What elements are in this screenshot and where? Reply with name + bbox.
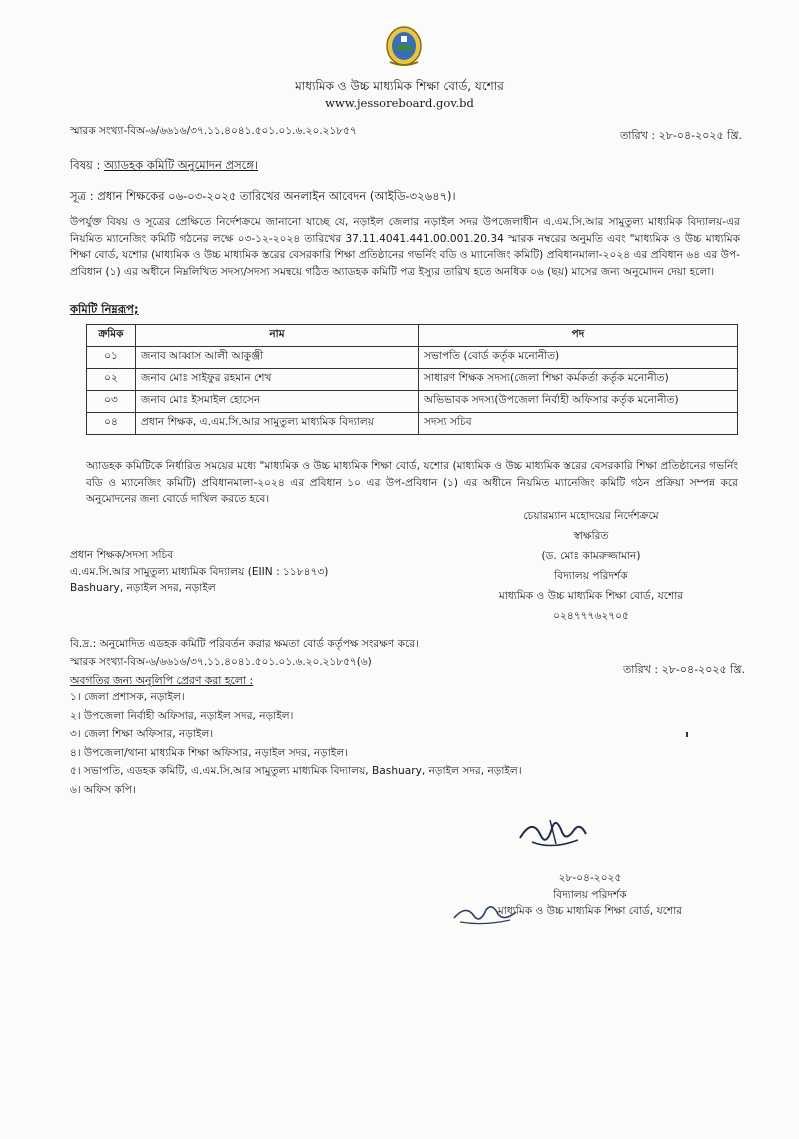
signatory-signed: স্বাক্ষরিত — [573, 530, 609, 542]
subject-label: বিষয় : — [70, 158, 101, 172]
bottom-signature-title: বিদ্যালয় পরিদর্শক — [553, 888, 627, 901]
row-name: প্রধান শিক্ষক, এ.এম.সি.আর সামুতুল্য মাধ্যমিক বিদ্যালয় — [136, 413, 419, 435]
row-name: জনাব মোঃ ইসমাইল হোসেন — [136, 391, 419, 413]
row-post: অভিভাবক সদস্য(উপজেলা নির্বাহী অফিসার কর্তৃক মনোনীত) — [419, 391, 738, 413]
board-website: www.jessoreboard.gov.bd — [325, 96, 474, 110]
recipient-block — [70, 547, 328, 597]
row-post: সদস্য সচিব — [419, 413, 738, 435]
board-name: মাধ্যমিক ও উচ্চ মাধ্যমিক শিক্ষা বোর্ড, যশোর — [295, 79, 504, 93]
header-post: পদ — [419, 325, 738, 347]
table-row — [87, 369, 738, 391]
list-item: ৬। অফিস কপি। — [70, 783, 136, 796]
signatory-name: (ড. মোঃ কামরুজ্জামান) — [541, 550, 641, 562]
row-serial: ০২ — [87, 369, 136, 391]
recipient-address: Bashuary, নড়াইল সদর, নড়াইল — [70, 582, 216, 595]
signatory-office: মাধ্যমিক ও উচ্চ মাধ্যমিক শিক্ষা বোর্ড, যশোর — [498, 590, 684, 602]
committee-title: কমিটি নিম্নরূপ; — [70, 302, 139, 316]
row-serial: ০৩ — [87, 391, 136, 413]
memo-reference: সূত্র : প্রধান শিক্ষকের ০৬-০৩-২০২৫ তারিখের অনলাইন আবেদন (আইডি-৩২৬৪৭)। — [70, 189, 456, 203]
table-row — [87, 391, 738, 413]
memo-date: তারিখ : ২৮-০৪-২০২৫ খ্রি. — [620, 129, 742, 142]
committee-table — [86, 324, 738, 435]
row-name: জনাব আব্বাস আলী আকুঞ্জী — [136, 347, 419, 369]
recipient-institution: এ.এম.সি.আর সামুতুল্য মাধ্যমিক বিদ্যালয় (EIIN : ১১৮৪৭৩) — [70, 565, 329, 578]
row-post: সাধারণ শিক্ষক সদস্য(জেলা শিক্ষা কর্মকর্তা কর্তৃক মনোনীত) — [419, 369, 738, 391]
table-row — [87, 413, 738, 435]
copy-list — [70, 688, 522, 799]
recipient-title: প্রধান শিক্ষক/সদস্য সচিব — [70, 549, 174, 561]
bottom-signature-office: মাধ্যমিক ও উচ্চ মাধ্যমিক শিক্ষা বোর্ড, যশোর — [497, 905, 683, 917]
copy-ref-number: স্মারক সংখ্যা-বিঅ-৬/৬৬১৬/৩৭.১১.৪০৪১.৫০১.০১.৬.২০.২১৮৫৭(৬) — [70, 656, 372, 668]
handwritten-signature-icon — [512, 808, 592, 858]
signatory-block — [466, 506, 716, 626]
memo-body: উপর্যুক্ত বিষয় ও সূত্রের প্রেক্ষিতে নির্দেশক্রমে জানানো যাচ্ছে যে, নড়াইল জেলার নড়াইল সদর উপজেলাধীন এ.এম.সি.আর সামুতুল্য মাধ্যমিক বিদ্যালয়-এর নিয়মিত ম্যানেজিং কমিটি গঠনের লক্ষে ০৩-১২-২০২৪ তারিখের 37.11.4041.441.00.001.20.34 স্মারক নম্বরের অনুমতি এবং "মাধ্যমিক ও উচ্চ মাধ্যমিক শিক্ষা বোর্ড, যশোর (মাধ্যমিক ও উচ্চ মাধ্যমিক স্তরের বেসরকারি শিক্ষা প্রতিষ্ঠানের গভর্নিং বডি ও ম্যানেজিং কমিটি) প্রবিধানমালা-২০২৪ এর প্রবিধান ৬৪ এর উপ-প্রবিধান (১) এর অধীনে নিম্নলিখিত সদস্য/সদস্য সমন্বয়ে গঠিত অ্যাডহক কমিটি পত্র ইস্যুর তারিখ হতে অনধিক ০৬ (ছয়) মাসের জন্য অনুমোদন দেয়া হলো। — [70, 216, 740, 278]
stray-mark — [686, 732, 688, 737]
memo-subject — [70, 157, 258, 176]
subject-text: অ্যাডহক কমিটি অনুমোদন প্রসঙ্গে। — [104, 158, 259, 172]
signatory-title: বিদ্যালয় পরিদর্শক — [554, 570, 628, 582]
list-item: ১। জেলা প্রশাসক, নড়াইল। — [70, 691, 185, 703]
memo-ref-number: স্মারক সংখ্যা-বিঅ-৬/৬৬১৬/৩৭.১১.৪০৪১.৫০১.০১.৬.২০.২১৮৫৭ — [70, 125, 357, 137]
signatory-phone: ০২৪৭৭৭৬২৭০৫ — [553, 610, 629, 622]
copy-date: তারিখ : ২৮-০৪-২০২৫ খ্রি. — [623, 663, 745, 676]
instruction-paragraph: অ্যাডহক কমিটিকে নির্ধারিত সময়ের মধ্যে "মাধ্যমিক ও উচ্চ মাধ্যমিক শিক্ষা বোর্ড, যশোর (মাধ্যমিক ও উচ্চ মাধ্যমিক স্তরের বেসরকারি শিক্ষা প্রতিষ্ঠানের গভর্নিং বডি ও ম্যানেজিং কমিটি) প্রবিধানমালা-২০২৪ এর প্রবিধান ১০ এর উপ-প্রবিধান (১) এর অধীনে নিয়মিত ম্যানেজিং কমিটি গঠন প্রক্রিয়া সম্পন্ন করে অনুমোদনের জন্য বোর্ডে দাখিল করতে হবে। — [86, 460, 738, 506]
row-serial: ০৪ — [87, 413, 136, 435]
header-name: নাম — [136, 325, 419, 347]
header-serial: ক্রমিক — [87, 325, 136, 347]
signatory-order: চেয়ারম্যান মহোদয়ের নির্দেশক্রমে — [523, 510, 659, 522]
list-item: ৪। উপজেলা/থানা মাধ্যমিক শিক্ষা অফিসার, নড়াইল সদর, নড়াইল। — [70, 746, 349, 759]
list-item: ২। উপজেলা নির্বাহী অফিসার, নড়াইল সদর, নড়াইল। — [70, 709, 294, 722]
board-seal-icon — [384, 24, 424, 68]
table-header-row — [87, 325, 738, 347]
row-post: সভাপতি (বোর্ড কর্তৃক মনোনীত) — [419, 347, 738, 369]
list-item: ৩। জেলা শিক্ষা অফিসার, নড়াইল। — [70, 728, 214, 740]
row-serial: ০১ — [87, 347, 136, 369]
initials-signature-icon — [450, 898, 520, 928]
row-name: জনাব মোঃ সাইফুর রহমান শেখ — [136, 369, 419, 391]
table-row — [87, 347, 738, 369]
bottom-signature-date: ২৮-০৪-২০২৫ — [558, 872, 622, 884]
copy-heading: অবগতির জন্য অনুলিপি প্রেরণ করা হলো : — [70, 674, 254, 687]
note: বি.দ্র.: অনুমোদিত এডহক কমিটি পরিবর্তন করার ক্ষমতা বোর্ড কর্তৃপক্ষ সংরক্ষণ করে। — [70, 638, 419, 650]
list-item: ৫। সভাপতি, এডহক কমিটি, এ.এম.সি.আর সামুতুল্য মাধ্যমিক বিদ্যালয়, Bashuary, নড়াইল সদর, নড়াইল। — [70, 765, 522, 777]
